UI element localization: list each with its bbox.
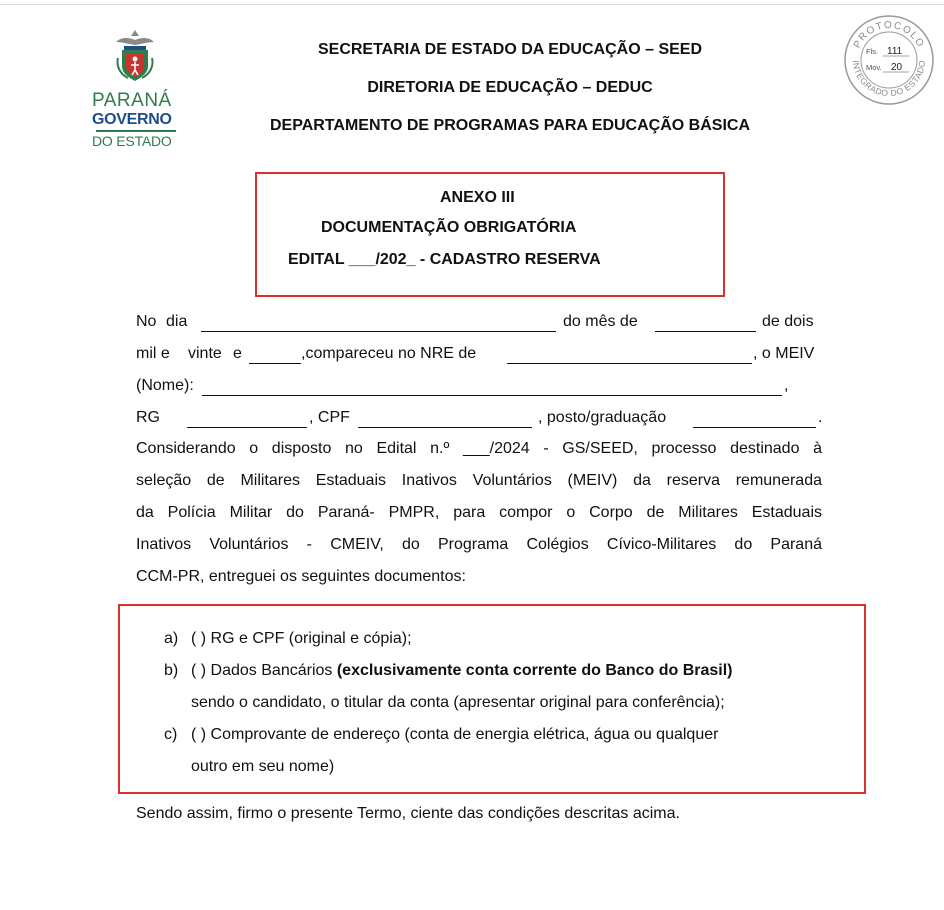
logo-governo-text: GOVERNO [92, 111, 172, 128]
body-paragraph [136, 433, 822, 593]
documents-box [118, 604, 866, 794]
month-blank[interactable] [655, 331, 756, 332]
word-compareceu: ,compareceu no NRE de [301, 345, 477, 362]
header-secretaria: SECRETARIA DE ESTADO DA EDUCAÇÃO – SEED [317, 41, 703, 58]
word-posto: , posto/graduação [538, 409, 667, 426]
body-line: CCM-PR, entreguei os seguintes documentos: [136, 568, 466, 585]
page-top-rule [0, 4, 944, 5]
cpf-blank[interactable] [358, 427, 532, 428]
word-period: . [818, 409, 823, 426]
rg-blank[interactable] [187, 427, 307, 428]
posto-blank[interactable] [693, 427, 816, 428]
protocol-stamp [843, 14, 935, 106]
name-blank[interactable] [202, 395, 782, 396]
item-b-line[interactable] [191, 662, 733, 680]
word-nome: (Nome): [136, 377, 194, 394]
word-cpf: , CPF [309, 409, 350, 426]
item-b-bold: (exclusivamente conta corrente do Banco do Brasil) [336, 662, 733, 679]
item-c-text[interactable]: ( ) Comprovante de endereço (conta de energia elétrica, água ou qualquer [191, 726, 719, 743]
stamp-fls-value: 111 [887, 46, 903, 57]
day-blank[interactable] [201, 331, 556, 332]
item-c-cont: outro em seu nome) [191, 758, 335, 775]
item-a-marker: a) [164, 630, 179, 647]
header-departamento: DEPARTAMENTO DE PROGRAMAS PARA EDUCAÇÃO BÁSICA [269, 117, 750, 134]
stamp-fls-label: Fls. [866, 47, 879, 56]
parana-government-logo [92, 28, 184, 148]
closing-statement: Sendo assim, firmo o presente Termo, ciente das condições descritas acima. [136, 805, 680, 822]
title-documentacao: DOCUMENTAÇÃO OBRIGATÓRIA [321, 219, 577, 236]
svg-text:INTEGRADO DO ESTADO [851, 60, 927, 99]
stamp-bottom-text: INTEGRADO DO ESTADO [850, 59, 928, 99]
item-b-marker: b) [164, 662, 179, 679]
stamp-mov-label: Mov. [866, 63, 882, 72]
logo-do-estado-text: DO ESTADO [92, 133, 172, 149]
year-blank[interactable] [249, 363, 301, 364]
form-row-year [136, 339, 822, 371]
body-line: Considerando o disposto no Edital n.º ___/2024 - GS/SEED, processo destinado à [136, 440, 822, 457]
word-rg: RG [136, 409, 160, 426]
word-de-dois: de dois [762, 313, 814, 330]
body-line: seleção de Militares Estaduais Inativos Voluntários (MEIV) da reserva remunerada [136, 472, 822, 489]
form-row-ids [136, 403, 822, 435]
word-o-meiv: , o MEIV [753, 345, 815, 362]
logo-divider [96, 130, 176, 132]
word-vinte: vinte [188, 345, 222, 362]
item-a-text[interactable]: ( ) RG e CPF (original e cópia); [191, 630, 412, 647]
header-diretoria: DIRETORIA DE EDUCAÇÃO – DEDUC [367, 79, 653, 96]
stamp-top-text: PROTOCOLO [851, 19, 927, 51]
item-c-marker: c) [164, 726, 178, 743]
word-dia: dia [166, 313, 188, 330]
word-do-mes-de: do mês de [563, 313, 638, 330]
item-b-cont: sendo o candidato, o titular da conta (apresentar original para conferência); [191, 694, 725, 711]
title-edital: EDITAL ___/202_ - CADASTRO RESERVA [288, 251, 601, 268]
title-anexo: ANEXO III [440, 189, 515, 206]
item-b-text: ( ) Dados Bancários [191, 662, 337, 679]
word-comma: , [784, 377, 789, 394]
body-line: Inativos Voluntários - CMEIV, do Programa Colégios Cívico-Militares do Paraná [136, 536, 822, 553]
body-line: da Polícia Militar do Paraná- PMPR, para compor o Corpo de Militares Estaduais [136, 504, 822, 521]
nre-blank[interactable] [507, 363, 752, 364]
title-box [255, 172, 725, 297]
logo-parana-text: PARANÁ [92, 90, 172, 111]
word-mil-e: mil e [136, 345, 170, 362]
form-row-name [136, 371, 822, 403]
parana-coat-of-arms-icon [110, 28, 160, 86]
word-e: e [233, 345, 242, 362]
word-no: No [136, 313, 157, 330]
form-row-date [136, 307, 822, 339]
stamp-mov-value: 20 [891, 62, 903, 73]
